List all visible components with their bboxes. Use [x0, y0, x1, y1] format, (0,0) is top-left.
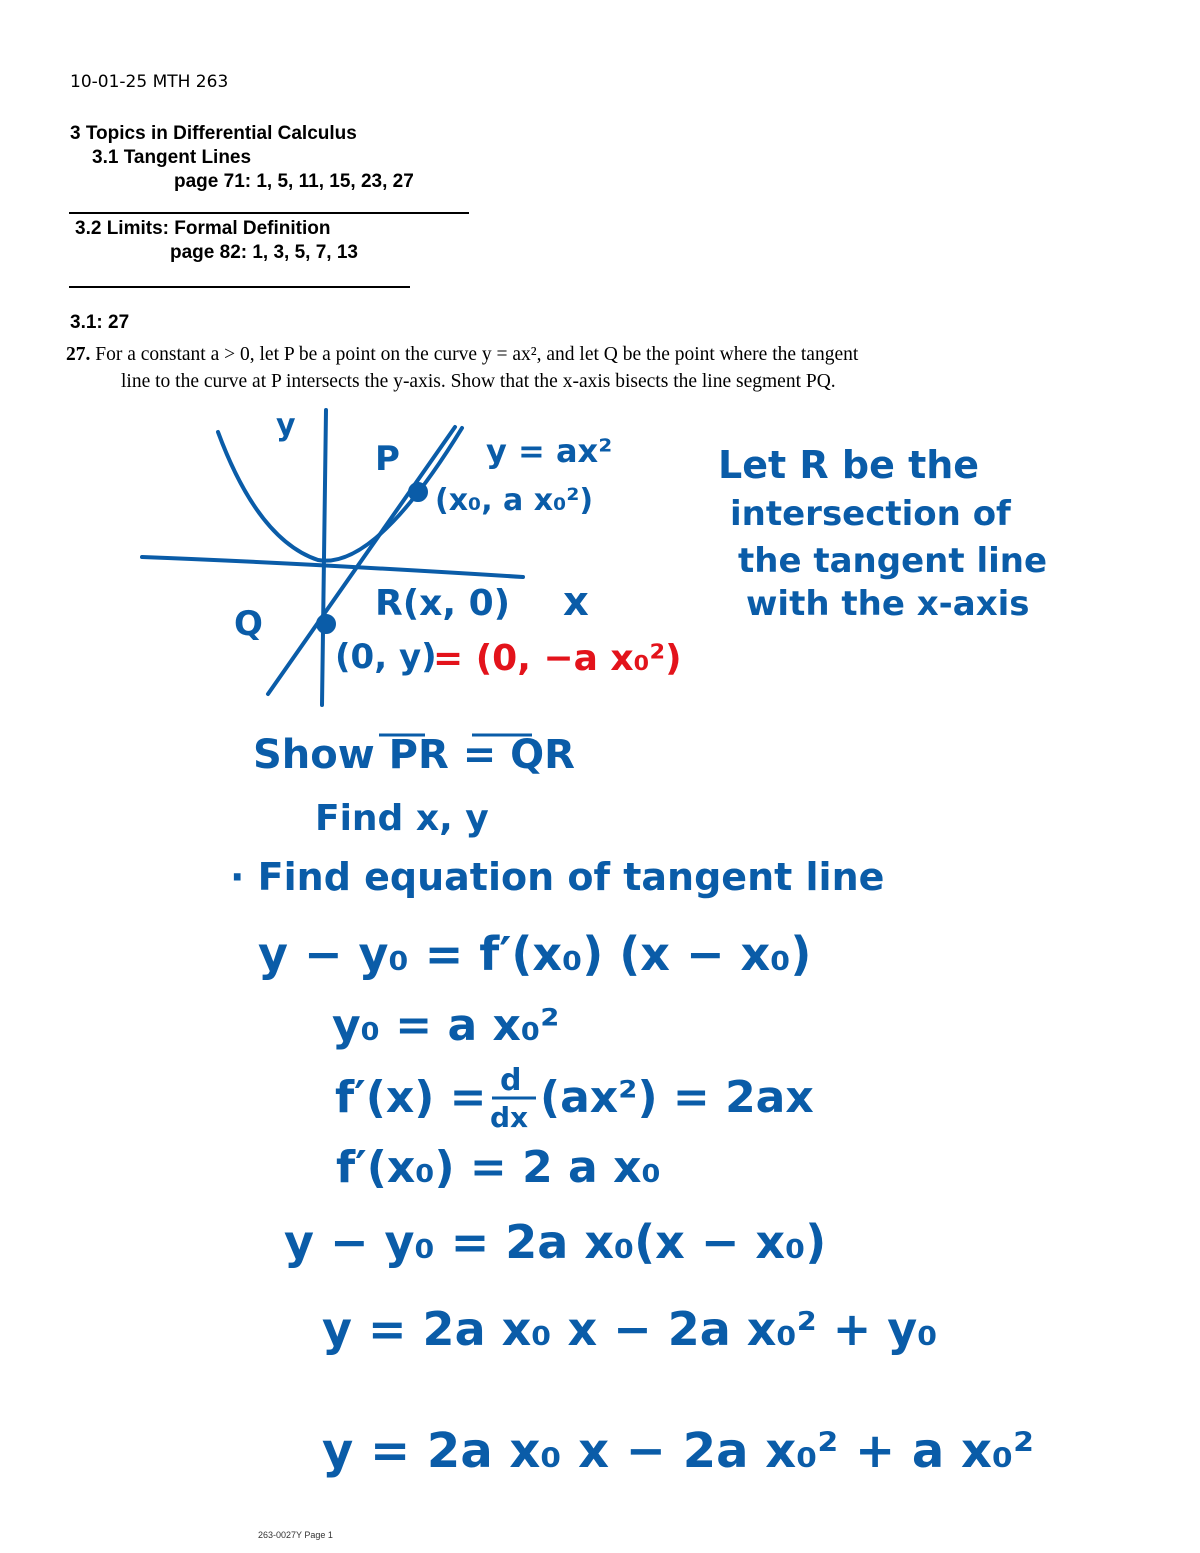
section-pages-3-1: page 71: 1, 5, 11, 15, 23, 27 [174, 171, 414, 192]
equation-tangent-substituted: y − y₀ = 2a x₀(x − x₀) [284, 1215, 827, 1269]
side-note-line-1: Let R be the [718, 443, 980, 487]
equation-final: y = 2a x₀ x − 2a x₀² + a x₀² [322, 1423, 1034, 1479]
equation-derivative-dx: dx [490, 1101, 529, 1134]
sketch-P-coords: (x₀, a x₀²) [435, 483, 594, 518]
side-note-line-4: with the x-axis [746, 584, 1030, 624]
tangent-line [268, 427, 455, 694]
sketch-point-P-label: P [375, 439, 400, 479]
section-title-3-1: 3.1 Tangent Lines [92, 147, 252, 168]
sketch-x-axis-label: x [563, 579, 589, 625]
parabola-curve [218, 428, 462, 561]
side-note-line-2: intersection of [730, 494, 1011, 534]
section-title-3-2: 3.2 Limits: Formal Definition [75, 218, 331, 239]
sketch-Q-coords: (0, y) [335, 637, 437, 677]
problem-statement [66, 341, 858, 395]
problem-number: 27. [66, 344, 91, 365]
y-axis-line [322, 410, 326, 705]
sketch-y-axis-label: y [276, 408, 296, 443]
equation-derivative-d: d [500, 1063, 522, 1098]
sketch-Q-coords-result: = (0, −a x₀²) [433, 638, 682, 679]
step-find-x-y: Find x, y [315, 798, 489, 839]
equation-derivative-right: (ax²) = 2ax [540, 1072, 814, 1123]
divider [69, 286, 410, 288]
step-find-equation: · Find equation of tangent line [230, 855, 885, 899]
problem-line-1: For a constant a > 0, let P be a point on the curve y = ax², and let Q be the point where the tangent [95, 344, 859, 365]
problem-reference: 3.1: 27 [70, 312, 130, 333]
sketch-R-label: R(x, 0) [375, 583, 511, 624]
section-pages-3-2: page 82: 1, 3, 5, 7, 13 [170, 242, 358, 263]
divider [69, 212, 469, 214]
sketch-point-Q-label: Q [234, 604, 263, 644]
point-Q-dot [318, 616, 334, 632]
graph-sketch [142, 410, 523, 705]
equation-point-slope: y − y₀ = f′(x₀) (x − x₀) [258, 927, 812, 981]
equation-derivative-left: f′(x) = [335, 1072, 487, 1123]
date-course-header: 10-01-25 MTH 263 [70, 72, 229, 92]
sketch-curve-label: y = ax² [486, 432, 613, 470]
point-P-dot [410, 484, 426, 500]
side-note-line-3: the tangent line [738, 541, 1048, 581]
chapter-title: 3 Topics in Differential Calculus [70, 123, 357, 144]
page-footer: 263-0027Y Page 1 [258, 1530, 333, 1540]
equation-derivative-at-x0: f′(x₀) = 2 a x₀ [336, 1142, 661, 1193]
equation-expanded: y = 2a x₀ x − 2a x₀² + y₀ [322, 1302, 938, 1356]
step-show-PR-QR: Show PR = QR [253, 732, 575, 778]
problem-line-2: line to the curve at P intersects the y-axis. Show that the x-axis bisects the line segment PQ. [121, 371, 836, 392]
equation-y0: y₀ = a x₀² [332, 1000, 560, 1051]
x-axis-line [142, 557, 523, 577]
